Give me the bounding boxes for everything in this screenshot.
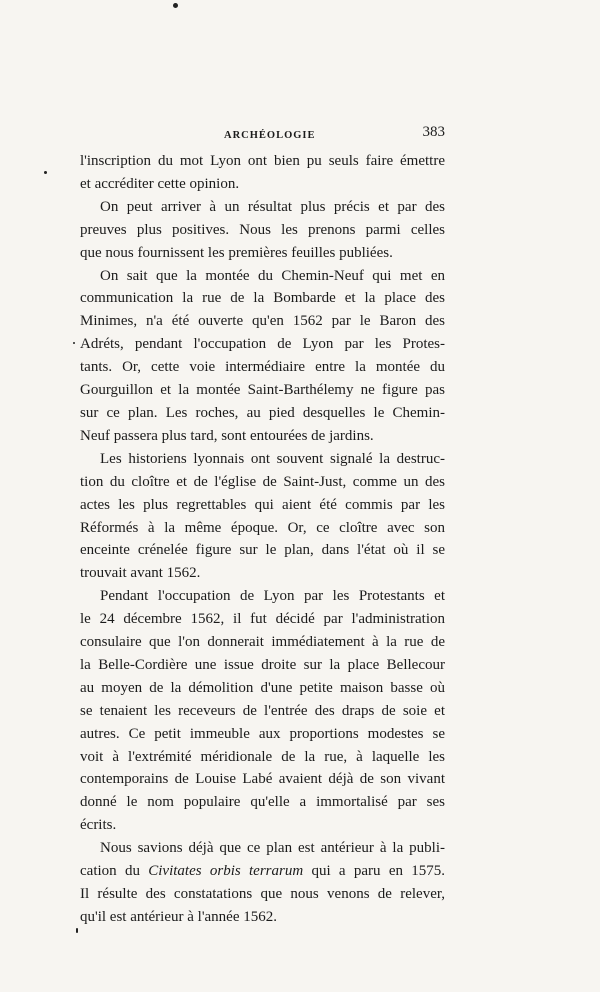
- text-line: que nous fournissent les premières feuilles publiées.: [80, 244, 393, 261]
- ink-speck: [44, 171, 47, 174]
- text-line: et accréditer cette opinion.: [80, 175, 240, 192]
- text-line: On sait que la montée du Chemin-Neuf qui met en: [100, 267, 445, 284]
- text-line: contemporains de Louise Labé avaient déjà de son vivant: [80, 771, 445, 788]
- text-line: preuves plus positives. Nous les prenons parmi celles: [80, 221, 445, 238]
- text-line: On peut arriver à un résultat plus précis et par des: [100, 198, 445, 215]
- text-line: Adréts, pendant l'occupation de Lyon par les Protes-: [80, 336, 445, 353]
- text-line: tants. Or, cette voie intermédiaire entre la montée du: [80, 359, 445, 376]
- page-number: 383: [422, 124, 445, 140]
- text-line: Neuf passera plus tard, sont entourées de jardins.: [80, 427, 374, 444]
- text-line: au moyen de la démolition d'une petite maison basse où: [80, 679, 445, 696]
- text-line: trouvait avant 1562.: [80, 565, 201, 582]
- text-line: Pendant l'occupation de Lyon par les Protestants et: [100, 588, 445, 605]
- text-line: la Belle-Cordière une issue droite sur la place Bellecour: [80, 656, 445, 673]
- paragraph: [80, 196, 445, 265]
- text-fragment: qui a paru en 1575.: [311, 863, 446, 880]
- paragraph: [80, 150, 445, 196]
- text-fragment: cation du: [80, 863, 140, 880]
- text-line: Gourguillon et la montée Saint-Barthélemy ne figure pas: [80, 382, 445, 399]
- ink-speck: [76, 928, 78, 933]
- text-line: Minimes, n'a été ouverte qu'en 1562 par le Baron des: [80, 313, 445, 330]
- running-title: ARCHÉOLOGIE: [224, 130, 316, 141]
- text-line: se tenaient les receveurs de l'entrée des draps de soie et: [80, 702, 445, 719]
- text-line: Réformés à la même époque. Or, ce cloître avec son: [80, 519, 445, 536]
- body-text: [80, 150, 445, 929]
- ink-speck: [73, 342, 75, 344]
- paragraph: [80, 585, 445, 837]
- text-line: écrits.: [80, 817, 117, 834]
- ink-speck: [173, 3, 178, 8]
- text-line: actes les plus regrettables qui aient été commis par les: [80, 496, 445, 513]
- text-line: l'inscription du mot Lyon ont bien pu seuls faire émettre: [80, 153, 445, 169]
- paragraph: [80, 265, 445, 448]
- text-line: consulaire que l'on donnerait immédiatement à la rue de: [80, 634, 445, 651]
- text-line: Nous savions déjà que ce plan est antérieur à la publi-: [100, 840, 445, 857]
- text-line: communication la rue de la Bombarde et la place des: [80, 290, 445, 307]
- book-title: Civitates orbis terrarum: [148, 863, 304, 880]
- text-line: donné le nom populaire qu'elle a immortalisé par ses: [80, 794, 445, 811]
- text-line: sur ce plan. Les roches, au pied desquelles le Chemin-: [80, 404, 445, 421]
- text-line: tion du cloître et de l'église de Saint-Just, comme un des: [80, 473, 445, 490]
- paragraph: [80, 448, 445, 585]
- text-line: enceinte crénelée figure sur le plan, dans l'état où il se: [80, 542, 445, 559]
- text-line: [80, 860, 445, 883]
- text-line: autres. Ce petit immeuble aux proportions modestes se: [80, 725, 445, 742]
- paragraph: [80, 837, 445, 929]
- text-line: le 24 décembre 1562, il fut décidé par l'administration: [80, 611, 445, 628]
- text-line: Il résulte des constatations que nous venons de relever,: [80, 886, 445, 902]
- running-header: [80, 124, 445, 144]
- text-line: voit à l'extrémité méridionale de la rue, à laquelle les: [80, 748, 445, 765]
- text-line: qu'il est antérieur à l'année 1562.: [80, 908, 277, 925]
- text-line: Les historiens lyonnais ont souvent signalé la destruc-: [100, 450, 445, 467]
